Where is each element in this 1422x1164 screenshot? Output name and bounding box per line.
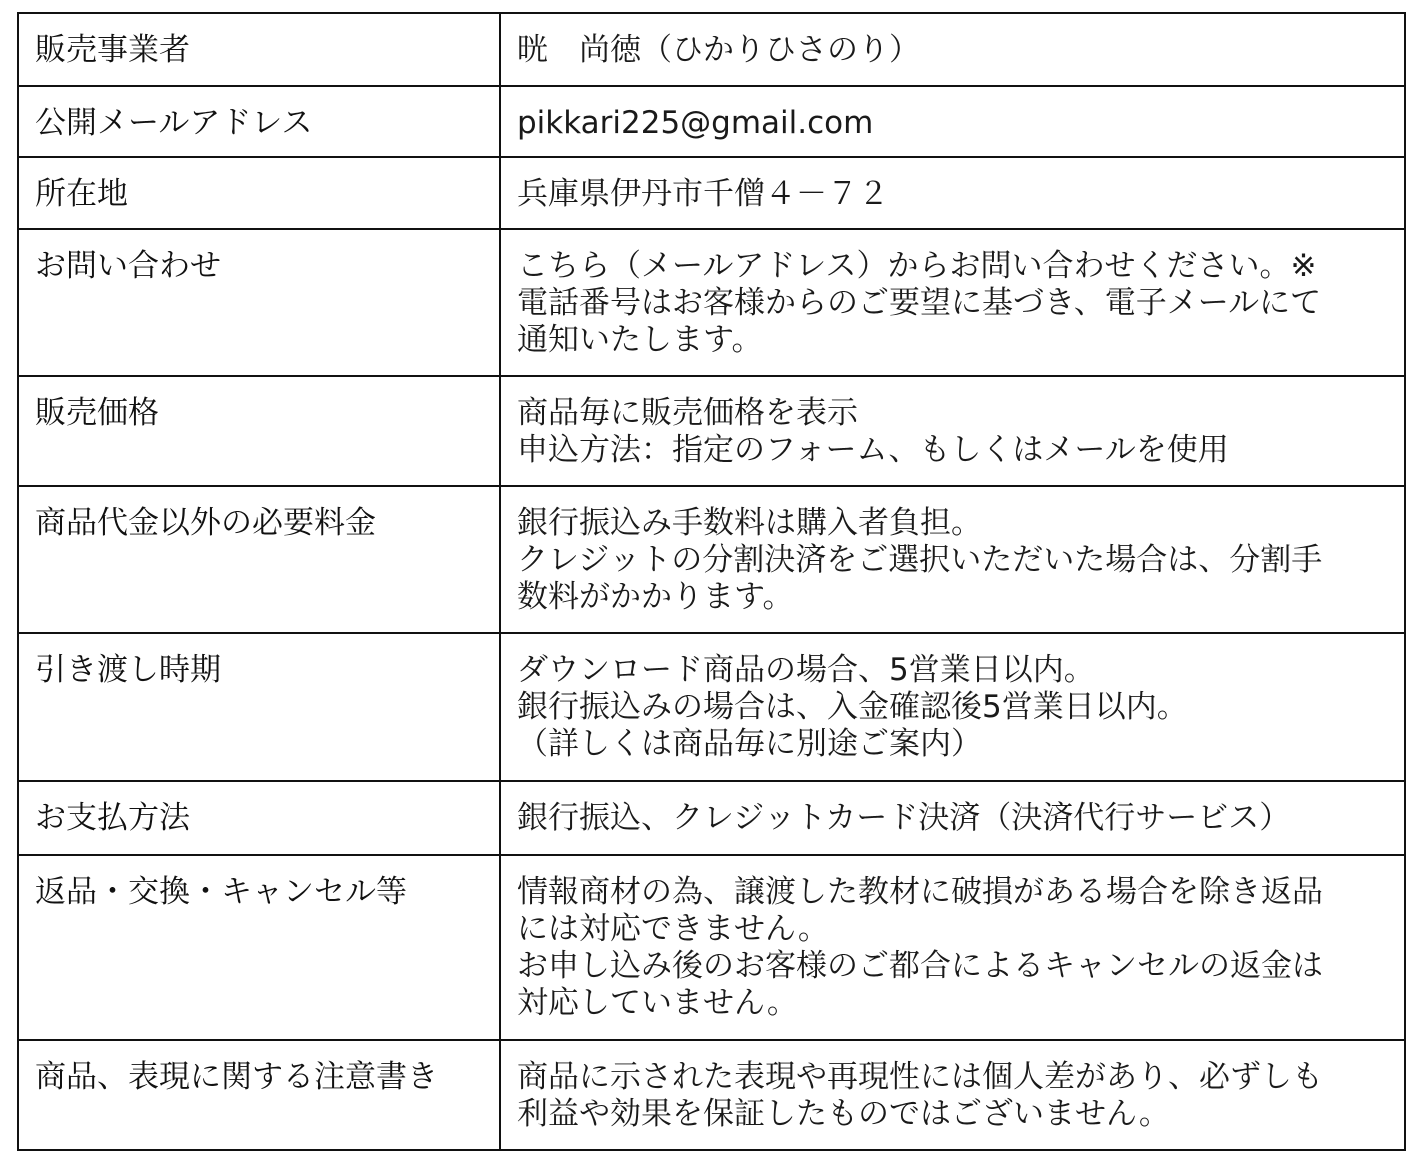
- table-row: [18, 1040, 1405, 1150]
- row-label: 販売事業者: [18, 13, 500, 86]
- row-value: [500, 376, 1405, 486]
- value-line: 商品毎に販売価格を表示: [517, 395, 858, 431]
- value-line: 銀行振込み手数料は購入者負担。: [517, 505, 982, 541]
- row-label: 商品代金以外の必要料金: [18, 486, 500, 633]
- value-line: 銀行振込、クレジットカード決済（決済代行サービス）: [517, 800, 1291, 836]
- value-line: 通知いたします。: [517, 322, 763, 358]
- row-label: 返品・交換・キャンセル等: [18, 855, 500, 1040]
- row-value: [500, 157, 1405, 229]
- value-line: ダウンロード商品の場合、5営業日以内。: [517, 652, 1095, 688]
- table-row: [18, 486, 1405, 633]
- row-value: [500, 855, 1405, 1040]
- table-row: [18, 86, 1405, 157]
- table-row: [18, 157, 1405, 229]
- value-line: 銀行振込みの場合は、入金確認後5営業日以内。: [517, 689, 1188, 725]
- row-label: 販売価格: [18, 376, 500, 486]
- row-label: お問い合わせ: [18, 229, 500, 376]
- value-line: 利益や効果を保証したものではございません。: [517, 1096, 1170, 1132]
- row-value: [500, 13, 1405, 86]
- value-line: 晄 尚徳（ひかりひさのり）: [517, 32, 920, 68]
- row-value: [500, 781, 1405, 855]
- value-line: 電話番号はお客様からのご要望に基づき、電子メールにて: [517, 285, 1322, 321]
- table-row: [18, 781, 1405, 855]
- row-value: [500, 633, 1405, 781]
- table-row: [18, 229, 1405, 376]
- row-label: 所在地: [18, 157, 500, 229]
- value-line: お申し込み後のお客様のご都合によるキャンセルの返金は: [517, 948, 1323, 984]
- value-line: 兵庫県伊丹市千僧４－７２: [517, 176, 889, 212]
- row-label: 引き渡し時期: [18, 633, 500, 781]
- value-line: こちら（メールアドレス）からお問い合わせください。※: [517, 248, 1317, 284]
- value-line: 申込方法：指定のフォーム、もしくはメールを使用: [517, 432, 1229, 468]
- table-row: [18, 376, 1405, 486]
- row-label: 商品、表現に関する注意書き: [18, 1040, 500, 1150]
- row-value: [500, 1040, 1405, 1150]
- legal-notice-table: [17, 12, 1406, 1151]
- value-line: クレジットの分割決済をご選択いただいた場合は、分割手: [517, 542, 1323, 578]
- table-row: [18, 855, 1405, 1040]
- value-line: （詳しくは商品毎に別途ご案内）: [517, 726, 982, 762]
- email-link[interactable]: pikkari225@gmail.com: [517, 105, 874, 141]
- value-line: 商品に示された表現や再現性には個人差があり、必ずしも: [517, 1059, 1323, 1095]
- value-line: 対応していません。: [517, 985, 798, 1021]
- row-value: [500, 486, 1405, 633]
- value-line: 数料がかかります。: [517, 579, 794, 615]
- value-line: には対応できません。: [517, 911, 829, 947]
- row-value: [500, 229, 1405, 376]
- table-row: [18, 13, 1405, 86]
- row-label: 公開メールアドレス: [18, 86, 500, 157]
- table-row: [18, 633, 1405, 781]
- row-label: お支払方法: [18, 781, 500, 855]
- row-value: [500, 86, 1405, 157]
- value-line: 情報商材の為、譲渡した教材に破損がある場合を除き返品: [517, 874, 1323, 910]
